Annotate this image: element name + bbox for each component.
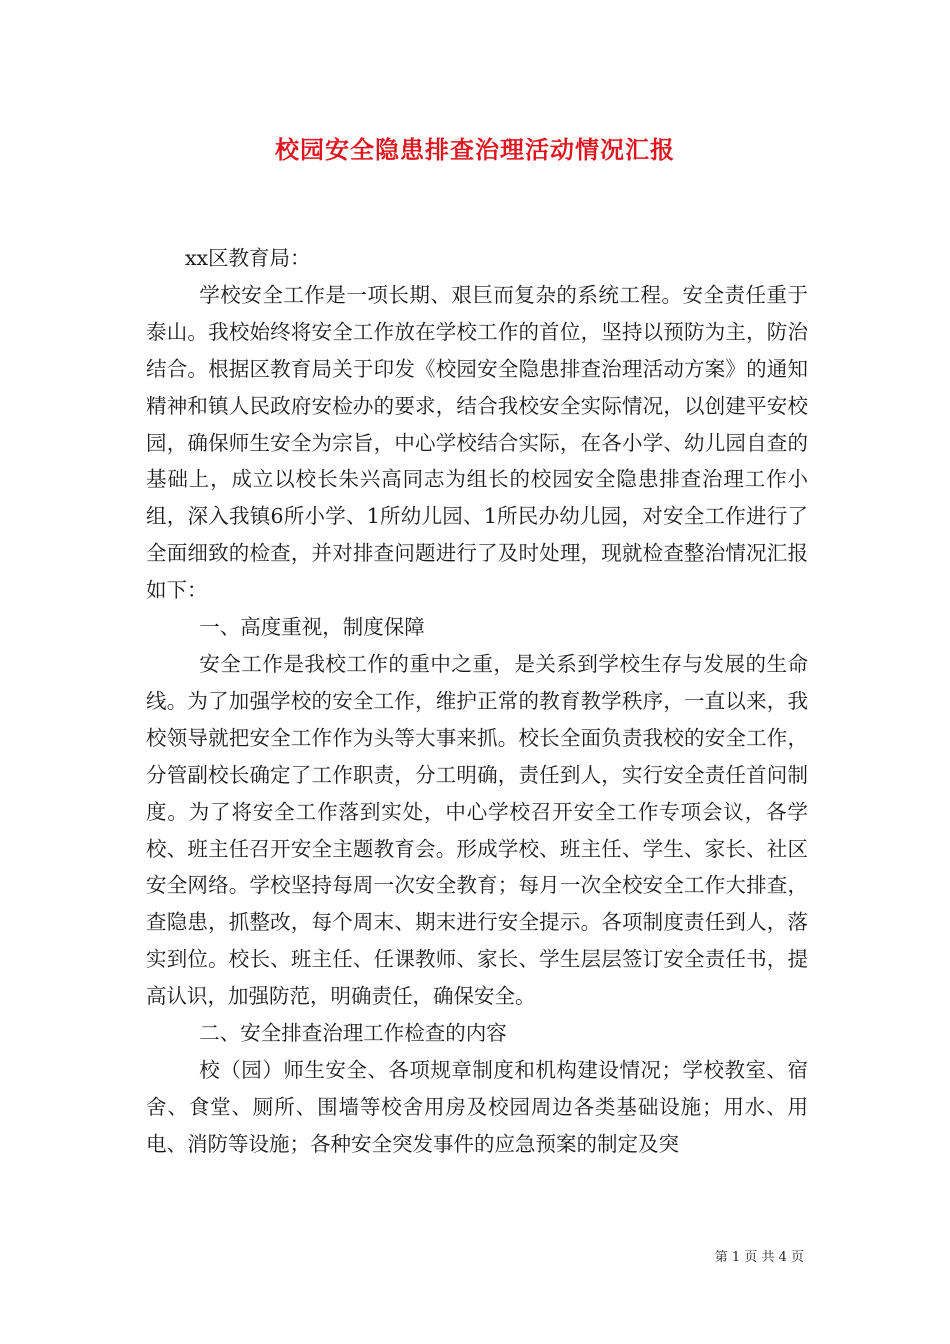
section-heading-1: 一、高度重视，制度保障 (199, 615, 425, 640)
document-body (146, 240, 808, 1163)
page-indicator: 第 1 页 共 4 页 (714, 1250, 804, 1265)
paragraph-section-2: 校（园）师生安全、各项规章制度和机构建设情况；学校教室、宿舍、食堂、厕所、围墙等校舍用房及校园周边各类基础设施；用水、用电、消防等设施；各种安全突发事件的应急预案的制定及突 (146, 1057, 808, 1156)
section-heading-2: 二、安全排查治理工作检查的内容 (199, 1021, 507, 1046)
document-title: 校园安全隐患排查治理活动情况汇报 (275, 136, 675, 164)
paragraph-section-1: 安全工作是我校工作的重中之重，是关系到学校生存与发展的生命线。为了加强学校的安全工作，维护正常的教育教学秩序，一直以来，我校领导就把安全工作作为头等大事来抓。校长全面负责我校的安全工作，分管副校长确定了工作职责，分工明确，责任到人，实行安全责任首问制度。为了将安全工作落到实处，中心学校召开安全工作专项会议，各学校、班主任召开安全主题教育会。形成学校、班主任、学生、家长、社区安全网络。学校坚持每周一次安全教育；每月一次全校安全工作大排查，查隐患，抓整改，每个周末、期末进行安全提示。各项制度责任到人，落实到位。校长、班主任、任课教师、家长、学生层层签订安全责任书，提高认识，加强防范，明确责任，确保安全。 (146, 651, 808, 1009)
paragraph-intro: 学校安全工作是一项长期、艰巨而复杂的系统工程。安全责任重于泰山。我校始终将安全工作放在学校工作的首位，坚持以预防为主，防治结合。根据区教育局关于印发《校园安全隐患排查治理活动方案》的通知精神和镇人民政府安检办的要求，结合我校安全实际情况，以创建平安校园，确保师生安全为宗旨，中心学校结合实际，在各小学、幼儿园自查的基础上，成立以校长朱兴高同志为组长的校园安全隐患排查治理工作小组，深入我镇6所小学、1所幼儿园、1所民办幼儿园，对安全工作进行了全面细致的检查，并对排查问题进行了及时处理，现就检查整治情况汇报如下： (146, 282, 808, 603)
salutation: xx区教育局： (184, 246, 311, 270)
